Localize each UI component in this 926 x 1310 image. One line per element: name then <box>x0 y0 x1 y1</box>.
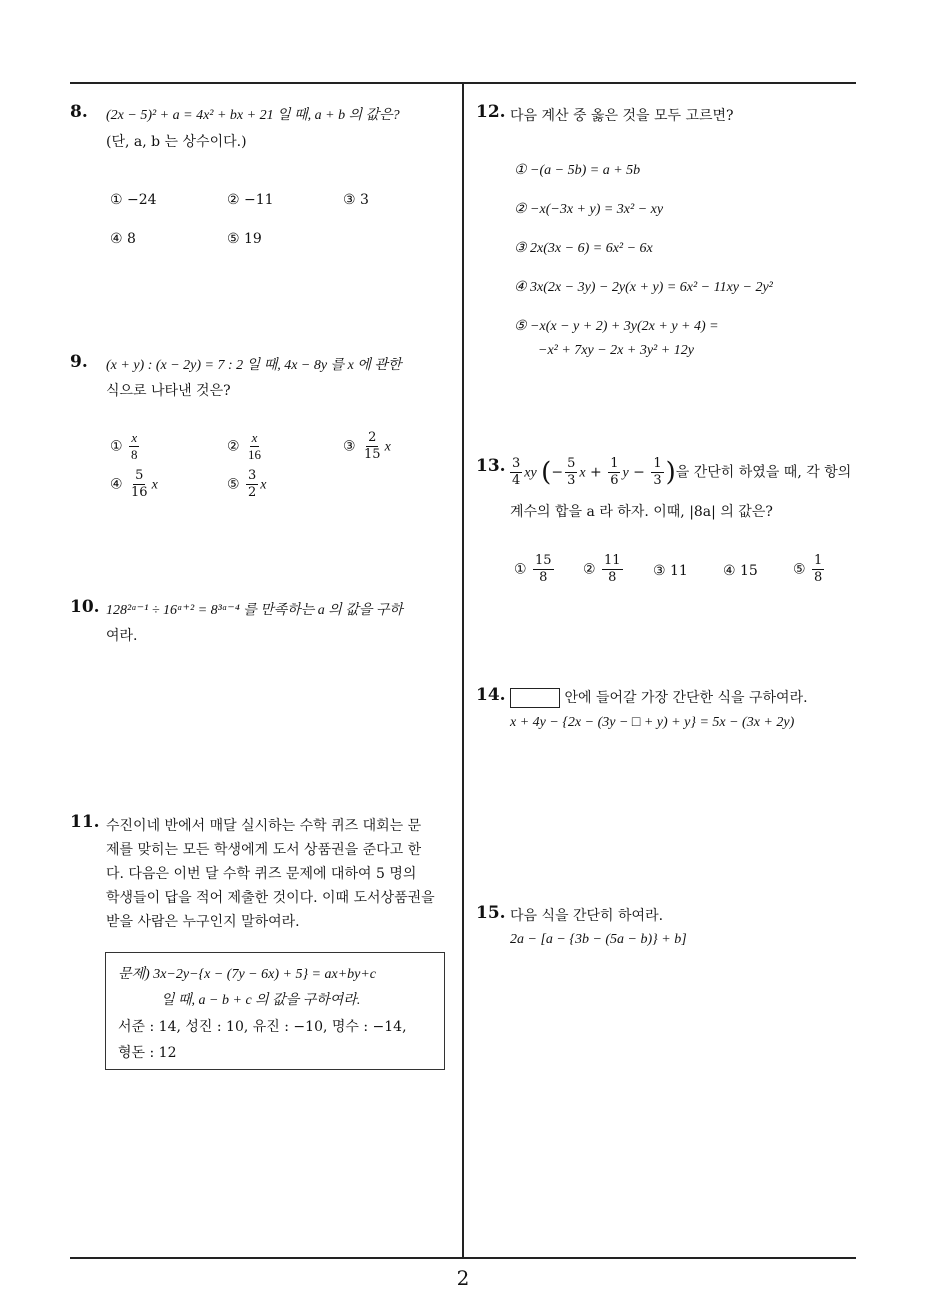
choice-3[interactable]: ③ 2x(3x − 6) = 6x² − 6x <box>514 241 653 256</box>
equation: x + 4y − {2x − (3y − □ + y) + y} = 5x − (3x + 2y) <box>510 715 795 730</box>
choice-3[interactable]: ③ $\frac{2}{15}$ x <box>343 430 391 462</box>
question-text <box>106 814 456 934</box>
choice-3[interactable]: ③ 3 <box>343 192 369 208</box>
problem-box <box>105 952 445 1070</box>
question-number: 12. <box>476 102 506 122</box>
question-number: 10. <box>70 597 100 617</box>
choice-2[interactable]: ② −11 <box>227 192 274 208</box>
choice-4[interactable]: ④ 8 <box>110 231 136 247</box>
question-number: 9. <box>70 352 88 372</box>
choice-3[interactable]: ③ 11 <box>653 563 688 579</box>
question-line: 제를 맞히는 모든 학생에게 도서 상품권을 준다고 한 <box>106 842 422 858</box>
question-text-cont: 계수의 합을 a 라 하자. 이때, |8a| 의 값은? <box>510 504 773 520</box>
question-note: (단, a, b 는 상수이다.) <box>106 134 247 150</box>
question-text: (x + y) : (x − 2y) = 7 : 2 일 때, 4x − 8y 를 x 에 관한 <box>106 358 402 373</box>
question-line: 다. 다음은 이번 달 수학 퀴즈 문제에 대하여 5 명의 <box>106 866 417 882</box>
question-line: 수진이네 반에서 매달 실시하는 수학 퀴즈 대회는 문 <box>106 818 422 834</box>
choice-4[interactable]: ④ 3x(2x − 3y) − 2y(x + y) = 6x² − 11xy − 2y² <box>514 280 773 295</box>
box-line: 문제) 3x−2y−{x − (7y − 6x) + 5} = ax+by+c <box>118 967 377 982</box>
choice-1[interactable]: ① $\frac{15}{8}$ <box>514 553 552 585</box>
choice-5[interactable]: ⑤ $\frac{1}{8}$ <box>793 553 823 585</box>
choice-4[interactable]: ④ $\frac{5}{16}$ x <box>110 468 158 500</box>
question-number: 8. <box>70 102 88 122</box>
bottom-rule <box>70 1257 856 1259</box>
question-number: 14. <box>476 685 506 705</box>
question-text: 128²ᵃ⁻¹ ÷ 16ᵃ⁺² = 8³ᵃ⁻⁴ 를 만족하는 a 의 값을 구하 <box>106 603 403 618</box>
question-text: 안에 들어갈 가장 간단한 식을 구하여라. <box>510 686 808 710</box>
column-divider <box>462 82 464 1258</box>
choice-4[interactable]: ④ 15 <box>723 563 758 579</box>
question-line: 학생들이 답을 적어 제출한 것이다. 이때 도서상품권을 <box>106 890 435 906</box>
question-text-cont: 여라. <box>106 628 138 644</box>
question-number: 13. <box>476 456 506 476</box>
choice-5[interactable]: ⑤ $\frac{3}{2}$ x <box>227 468 267 500</box>
choice-5[interactable]: ⑤ −x(x − y + 2) + 3y(2x + y + 4) = <box>514 319 719 334</box>
question-expression: $\frac{3}{4}$ xy (− $\frac{5}{3}$ x + $\frac{1}{6}$ y − $\frac{1}{3}$ )을 간단히 하였을 때, 각 항의 <box>512 456 852 488</box>
box-line: 서준 : 14, 성진 : 10, 유진 : −10, 명수 : −14, <box>118 1019 407 1035</box>
choice-1[interactable]: ① −24 <box>110 192 157 208</box>
choice-1[interactable]: ① $\frac{x}{8}$ <box>110 430 138 462</box>
page-number: 2 <box>456 1266 470 1290</box>
question-line: 받을 사람은 누구인지 말하여라. <box>106 914 300 930</box>
question-text: 다음 계산 중 옳은 것을 모두 고르면? <box>510 108 734 124</box>
expression: 2a − [a − {3b − (5a − b)} + b] <box>510 932 687 947</box>
box-line: 형돈 : 12 <box>118 1045 177 1061</box>
choice-5[interactable]: ⑤ 19 <box>227 231 262 247</box>
choice-5-cont: −x² + 7xy − 2x + 3y² + 12y <box>538 343 694 358</box>
question-text-cont: 식으로 나타낸 것은? <box>106 383 231 399</box>
choice-2[interactable]: ② −x(−3x + y) = 3x² − xy <box>514 202 664 217</box>
choice-2[interactable]: ② $\frac{x}{16}$ <box>227 430 262 462</box>
question-number: 11. <box>70 812 100 832</box>
choice-2[interactable]: ② $\frac{11}{8}$ <box>583 553 621 585</box>
question-text: (2x − 5)² + a = 4x² + bx + 21 일 때, a + b 의 값은? <box>106 108 400 123</box>
question-text: 다음 식을 간단히 하여라. <box>510 908 664 924</box>
question-number: 15. <box>476 903 506 923</box>
answer-blank-box <box>510 688 560 708</box>
box-line: 일 때, a − b + c 의 값을 구하여라. <box>161 993 361 1008</box>
choice-1[interactable]: ① −(a − 5b) = a + 5b <box>514 163 641 178</box>
